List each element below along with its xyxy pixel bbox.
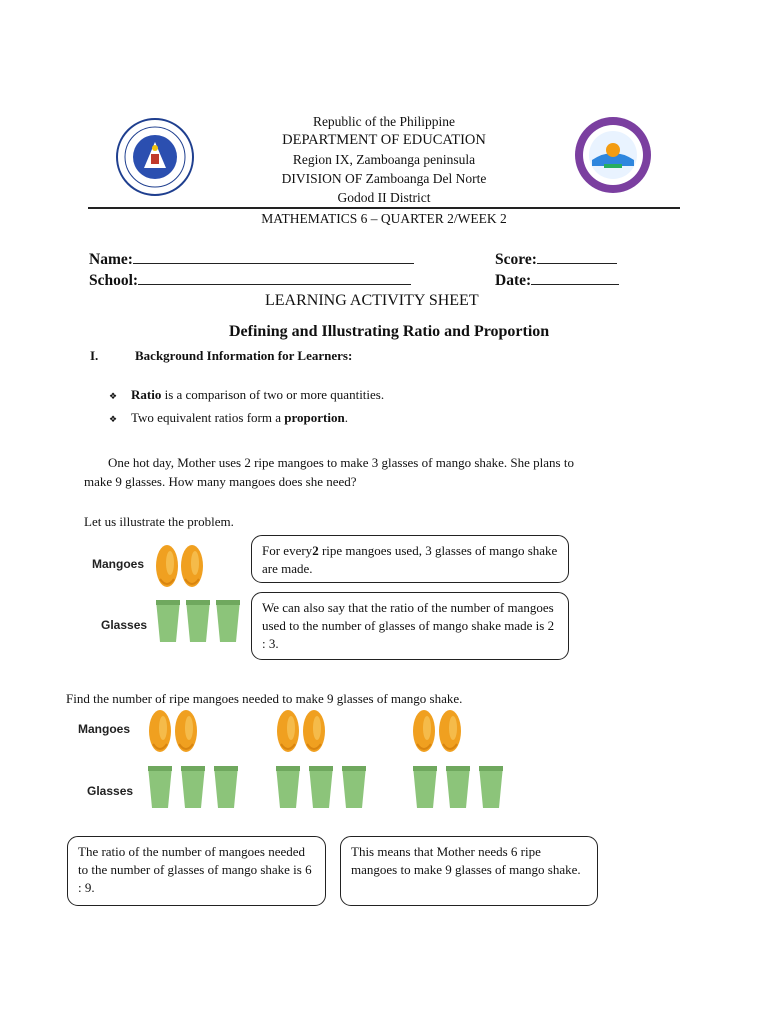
bullet-proportion [109, 408, 348, 429]
glasses-label: Glasses [101, 618, 148, 632]
header-line-1: Republic of the Philippine [312, 114, 456, 129]
score-field[interactable] [495, 249, 617, 269]
sheet-title: LEARNING ACTIVITY SHEET [265, 292, 479, 309]
box1-number: 2 [312, 543, 319, 558]
diamond-bullet-icon: ❖ [109, 414, 118, 424]
ratio-explanation-box [251, 535, 569, 583]
mango-icon [154, 543, 180, 589]
mango-icon [437, 708, 463, 754]
section-heading: Background Information for Learners: [135, 348, 353, 363]
glass-icon [275, 764, 301, 810]
ratio-six-nine-box: The ratio of the number of mangoes needed to the number of glasses of mango shake is 6 : 9. [67, 836, 326, 906]
glass-icon [412, 764, 438, 810]
mangoes-label: Mangoes [92, 557, 145, 571]
glass-icon [185, 598, 211, 644]
ratio-statement-box: We can also say that the ratio of the number of mangoes used to the number of glasses of mango shake made is 2 : 3. [251, 592, 569, 660]
school-line[interactable] [138, 270, 411, 285]
problem-line-1: One hot day, Mother uses 2 ripe mangoes to make 3 glasses of mango shake. She plans to [108, 455, 574, 470]
header-department: DEPARTMENT OF EDUCATION [282, 132, 486, 148]
box1-pre: For every [262, 543, 313, 558]
diamond-bullet-icon: ❖ [109, 391, 118, 401]
school-label: School: [89, 272, 139, 289]
mango-icon [301, 708, 327, 754]
name-label: Name: [89, 251, 133, 268]
mango-icon [179, 543, 205, 589]
lesson-title: Defining and Illustrating Ratio and Proportion [229, 323, 550, 340]
name-line[interactable] [133, 249, 414, 264]
glass-icon [445, 764, 471, 810]
header-region: Region IX, Zamboanga peninsula [292, 152, 476, 167]
box1-post: ripe mangoes used, 3 glasses of mango shake are made. [262, 543, 558, 576]
section-numeral: I. [90, 348, 99, 363]
mango-icon [275, 708, 301, 754]
illustrate-text: Let us illustrate the problem. [84, 514, 234, 529]
ratio-term: Ratio [131, 387, 162, 402]
score-line[interactable] [537, 249, 617, 264]
glass-icon [215, 598, 241, 644]
mango-icon [411, 708, 437, 754]
mango-icon [147, 708, 173, 754]
subject-line: MATHEMATICS 6 – QUARTER 2/WEEK 2 [261, 211, 507, 226]
find-text: Find the number of ripe mangoes needed to make 9 glasses of mango shake. [66, 691, 463, 706]
date-label: Date: [495, 272, 532, 289]
answer-box: This means that Mother needs 6 ripe mangoes to make 9 glasses of mango shake. [340, 836, 598, 906]
header-division: DIVISION OF Zamboanga Del Norte [281, 171, 487, 186]
glass-icon [478, 764, 504, 810]
proportion-term: proportion [284, 410, 345, 425]
ratio-definition: is a comparison of two or more quantities. [161, 387, 385, 402]
school-field[interactable] [89, 270, 411, 290]
mango-icon [173, 708, 199, 754]
glasses-label-2: Glasses [87, 784, 134, 798]
glass-icon [155, 598, 181, 644]
header-district: Godod II District [337, 190, 431, 205]
date-line[interactable] [531, 270, 619, 285]
glass-icon [213, 764, 239, 810]
glass-icon [341, 764, 367, 810]
problem-line-2: make 9 glasses. How many mangoes does she need? [84, 474, 357, 489]
proportion-period: . [344, 410, 348, 425]
name-field[interactable] [89, 249, 414, 269]
score-label: Score: [495, 251, 537, 268]
bullet-ratio [109, 385, 384, 406]
date-field[interactable] [495, 270, 619, 290]
glass-icon [180, 764, 206, 810]
glass-icon [147, 764, 173, 810]
glass-icon [308, 764, 334, 810]
mangoes-label-2: Mangoes [78, 722, 131, 736]
proportion-definition: Two equivalent ratios form a [131, 410, 285, 425]
